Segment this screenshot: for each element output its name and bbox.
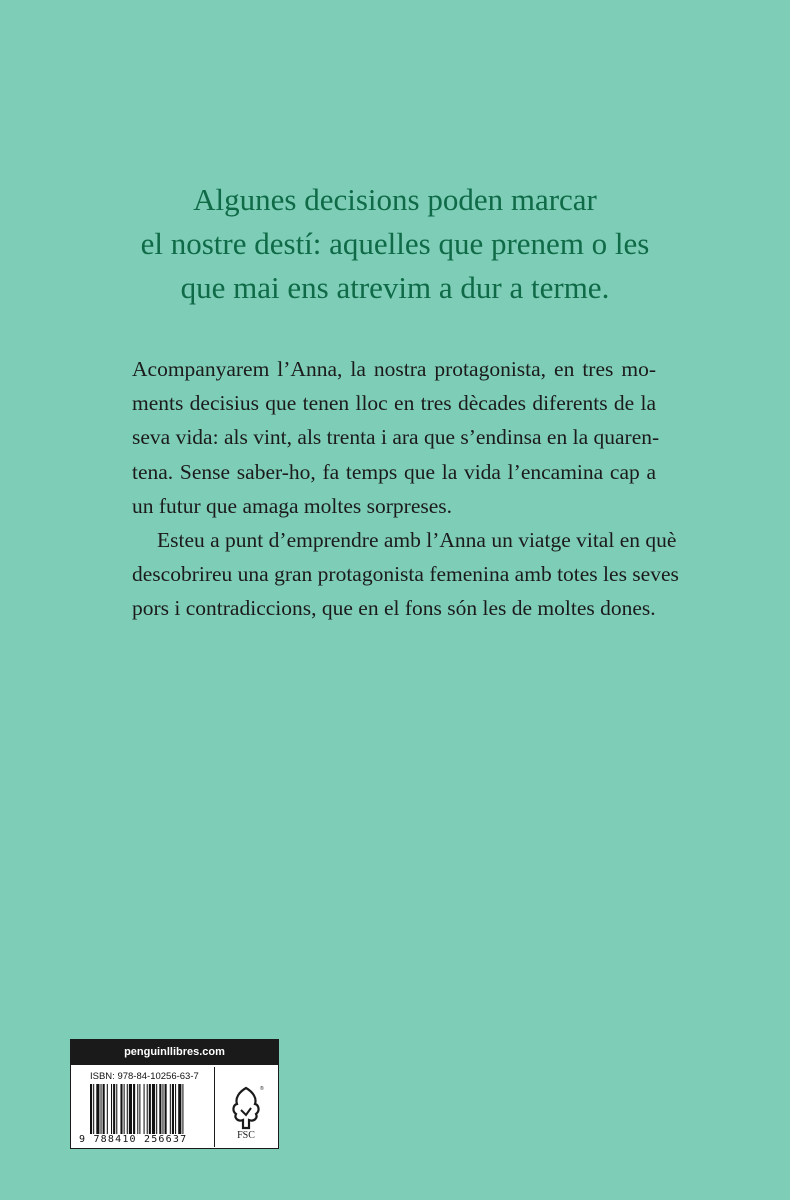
text-line: descobrireu una gran protagonista femenina amb totes les seves <box>132 562 679 587</box>
barcode-bar <box>96 1084 99 1134</box>
barcode-bar <box>103 1084 105 1134</box>
tagline-line: que mai ens atrevim a dur a terme. <box>180 270 610 305</box>
barcode-bar <box>162 1084 163 1134</box>
barcode-bar <box>175 1084 176 1134</box>
text-line: Esteu a punt d’emprendre amb l’Anna un viatge vital en què <box>157 528 677 553</box>
barcode-bar <box>127 1084 128 1134</box>
tagline <box>0 178 790 310</box>
fsc-text: FSC <box>237 1130 255 1140</box>
paragraph-2 <box>132 523 679 626</box>
barcode-bar <box>178 1084 181 1134</box>
barcode-bar <box>101 1084 102 1134</box>
barcode-bar <box>133 1084 135 1134</box>
barcode-bar <box>165 1084 167 1134</box>
barcode-block <box>70 1039 279 1149</box>
barcode-bar <box>159 1084 161 1134</box>
barcode-bar <box>172 1084 174 1134</box>
synopsis <box>132 352 679 626</box>
barcode-bar <box>107 1084 108 1134</box>
barcode-bar <box>93 1084 94 1134</box>
text-line: Acompanyarem l’Anna, la nostra protagonista, en tres mo- <box>132 357 656 381</box>
barcode-bar <box>137 1084 138 1134</box>
barcode-bar <box>129 1084 132 1134</box>
barcode-bar <box>139 1084 140 1134</box>
text-line: pors i contradiccions, que en el fons són les de moltes dones. <box>132 596 656 621</box>
registered-mark: ® <box>260 1086 264 1092</box>
publisher-website: penguinllibres.com <box>71 1040 278 1065</box>
isbn-label: ISBN: 978-84-10256-63-7 <box>90 1071 199 1082</box>
text-line: seva vida: als vint, als trenta i ara que s’endinsa en la quaren- <box>132 425 660 450</box>
barcode-bar <box>152 1084 155 1134</box>
text-line: ments decisius que tenen lloc en tres dècades diferents de la <box>132 391 656 416</box>
barcode-bar <box>182 1084 183 1134</box>
barcode-digits: 9 788410 256637 <box>79 1134 188 1145</box>
fsc-tree-icon <box>227 1084 265 1140</box>
barcode-bar <box>113 1084 115 1134</box>
barcode <box>90 1084 210 1134</box>
barcode-bar <box>116 1084 117 1134</box>
barcode-bar <box>149 1084 151 1134</box>
barcode-bar <box>120 1084 122 1134</box>
tagline-line: Algunes decisions poden marcar <box>193 182 597 217</box>
text-line: tena. Sense saber-ho, fa temps que la vida l’encamina cap a <box>132 459 656 484</box>
barcode-bar <box>156 1084 157 1134</box>
text-line: un futur que amaga moltes sorpreses. <box>132 493 453 518</box>
divider <box>214 1067 215 1147</box>
barcode-bar <box>147 1084 148 1134</box>
paragraph-1 <box>132 352 660 523</box>
barcode-bar <box>111 1084 112 1134</box>
tagline-line: el nostre destí: aquelles que prenem o les <box>140 226 650 261</box>
barcode-bar <box>124 1084 125 1134</box>
barcode-bar <box>90 1084 92 1134</box>
barcode-bar <box>144 1084 145 1134</box>
barcode-bar <box>170 1084 171 1134</box>
